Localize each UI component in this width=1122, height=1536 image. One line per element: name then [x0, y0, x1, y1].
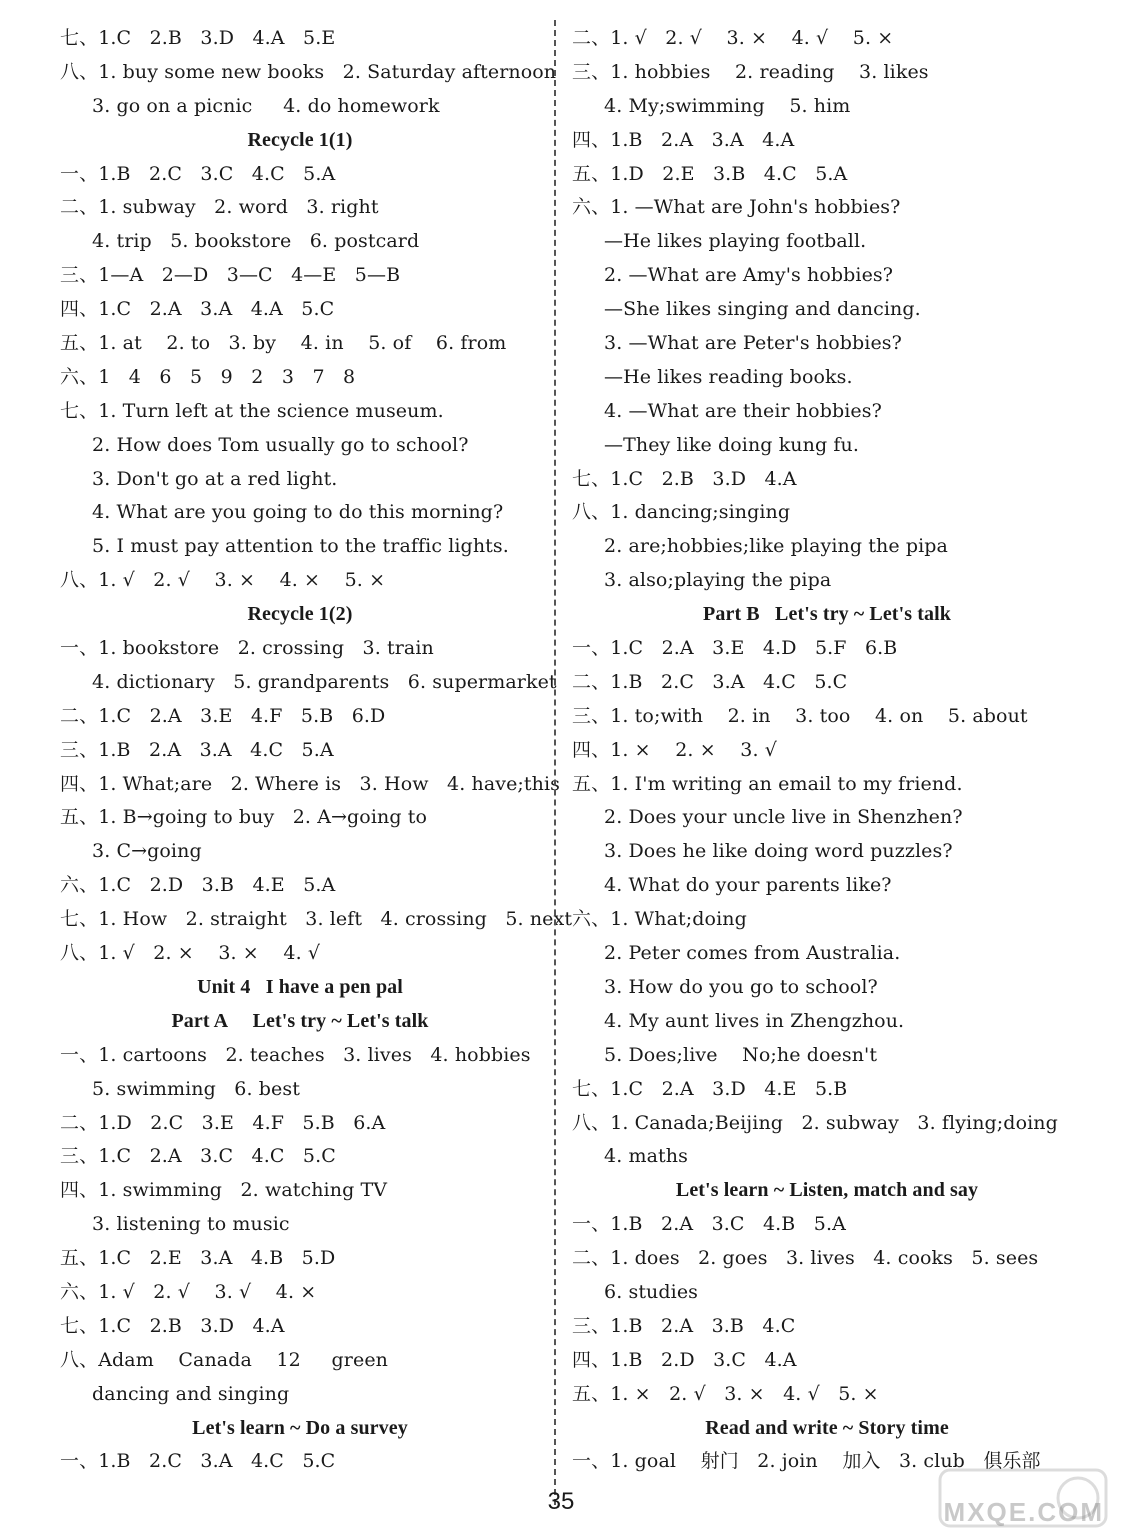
- section-heading: Let's learn ~ Listen, match and say: [675, 1179, 979, 1202]
- answer-line: 八、Adam Canada 12 green: [60, 1348, 389, 1371]
- answer-line: 3. Does he like doing word puzzles?: [604, 840, 953, 863]
- answer-line: 4. dictionary 5. grandparents 6. supermarket: [92, 670, 557, 693]
- answer-line: 一、1.C 2.A 3.E 4.D 5.F 6.B: [572, 637, 898, 660]
- answer-line: —He likes playing football.: [604, 230, 867, 253]
- answer-line: 七、1.C 2.A 3.D 4.E 5.B: [572, 1077, 848, 1100]
- answer-column-right: [572, 22, 1082, 1479]
- section-heading: Part B Let's try ~ Let's talk: [703, 603, 951, 626]
- answer-line: dancing and singing: [92, 1382, 290, 1405]
- answer-line: 四、1.B 2.A 3.A 4.A: [572, 128, 795, 151]
- answer-line: 4. My aunt lives in Zhengzhou.: [604, 1009, 905, 1032]
- answer-line: 2. Does your uncle live in Shenzhen?: [604, 806, 963, 829]
- answer-line: 六、1. What;doing: [572, 908, 747, 931]
- answer-line: 五、1. I'm writing an email to my friend.: [572, 772, 963, 795]
- answer-line: 六、1. √ 2. √ 3. √ 4. ×: [60, 1280, 317, 1303]
- answer-line: 一、1.B 2.A 3.C 4.B 5.A: [572, 1213, 846, 1236]
- answer-line: 八、1. Canada;Beijing 2. subway 3. flying;doing: [572, 1111, 1058, 1134]
- answer-line: 七、1. How 2. straight 3. left 4. crossing 5. next: [60, 908, 573, 931]
- answer-line: 3. —What are Peter's hobbies?: [604, 332, 902, 355]
- answer-line: 6. studies: [604, 1280, 699, 1303]
- answer-line: 八、1. buy some new books 2. Saturday afternoon: [60, 60, 557, 83]
- answer-line: 二、1. does 2. goes 3. lives 4. cooks 5. sees: [572, 1247, 1039, 1270]
- answer-line: 3. How do you go to school?: [604, 975, 878, 998]
- answer-line: 一、1. bookstore 2. crossing 3. train: [60, 637, 434, 660]
- answer-line: 一、1. goal 射门 2. join 加入 3. club 俱乐部: [572, 1450, 1041, 1473]
- answer-line: —He likes reading books.: [604, 365, 853, 388]
- answer-line: 三、1.C 2.A 3.C 4.C 5.C: [60, 1145, 336, 1168]
- answer-line: 七、1. Turn left at the science museum.: [60, 399, 444, 422]
- answer-line: 4. —What are their hobbies?: [604, 399, 882, 422]
- answer-line: 八、1. dancing;singing: [572, 501, 791, 524]
- answer-line: 七、1.C 2.B 3.D 4.A: [572, 467, 797, 490]
- section-heading: Recycle 1(1): [247, 128, 353, 151]
- answer-line: 一、1.B 2.C 3.A 4.C 5.C: [60, 1450, 336, 1473]
- answer-line: 一、1. cartoons 2. teaches 3. lives 4. hobbies: [60, 1043, 531, 1066]
- answer-line: 四、1.C 2.A 3.A 4.A 5.C: [60, 298, 335, 321]
- section-heading: Recycle 1(2): [247, 603, 353, 626]
- answer-column-left: [60, 22, 573, 1479]
- answer-line: 3. C→going: [92, 840, 202, 863]
- answer-line: 六、1.C 2.D 3.B 4.E 5.A: [60, 874, 336, 897]
- section-heading: Part A Let's try ~ Let's talk: [171, 1009, 429, 1032]
- answer-line: 四、1. swimming 2. watching TV: [60, 1179, 388, 1202]
- answer-line: 3. go on a picnic 4. do homework: [92, 94, 440, 117]
- answer-line: 4. maths: [604, 1145, 688, 1168]
- answer-line: 4. My;swimming 5. him: [604, 94, 851, 117]
- answer-line: 5. Does;live No;he doesn't: [604, 1043, 878, 1066]
- answer-line: 3. Don't go at a red light.: [92, 467, 338, 490]
- answer-line: —She likes singing and dancing.: [604, 298, 921, 321]
- answer-line: 4. What are you going to do this morning?: [92, 501, 504, 524]
- answer-line: 五、1. × 2. √ 3. × 4. √ 5. ×: [572, 1382, 879, 1405]
- answer-line: 3. listening to music: [92, 1213, 290, 1236]
- answer-line: 三、1.B 2.A 3.A 4.C 5.A: [60, 738, 334, 761]
- answer-line: 七、1.C 2.B 3.D 4.A: [60, 1314, 285, 1337]
- answer-line: 5. I must pay attention to the traffic lights.: [92, 535, 509, 558]
- answer-line: 二、1.D 2.C 3.E 4.F 5.B 6.A: [60, 1111, 386, 1134]
- answer-line: 四、1. × 2. × 3. √: [572, 738, 777, 761]
- answer-line: 2. Peter comes from Australia.: [604, 942, 901, 965]
- answer-line: 4. What do your parents like?: [604, 874, 892, 897]
- answer-line: 三、1. to;with 2. in 3. too 4. on 5. about: [572, 704, 1028, 727]
- answer-line: 二、1.C 2.A 3.E 4.F 5.B 6.D: [60, 704, 386, 727]
- answer-line: 八、1. √ 2. √ 3. × 4. × 5. ×: [60, 569, 386, 592]
- answer-line: 3. also;playing the pipa: [604, 569, 832, 592]
- answer-line: 2. How does Tom usually go to school?: [92, 433, 469, 456]
- answer-line: 五、1. at 2. to 3. by 4. in 5. of 6. from: [60, 332, 507, 355]
- section-heading: Unit 4 I have a pen pal: [197, 975, 403, 998]
- answer-line: 二、1. √ 2. √ 3. × 4. √ 5. ×: [572, 27, 894, 49]
- answer-line: 2. —What are Amy's hobbies?: [604, 264, 894, 287]
- answer-line: 四、1.B 2.D 3.C 4.A: [572, 1348, 797, 1371]
- answer-line: 五、1.D 2.E 3.B 4.C 5.A: [572, 162, 848, 185]
- answer-line: 五、1.C 2.E 3.A 4.B 5.D: [60, 1247, 336, 1270]
- answer-line: 一、1.B 2.C 3.C 4.C 5.A: [60, 162, 336, 185]
- answer-line: 四、1. What;are 2. Where is 3. How 4. have;this: [60, 772, 561, 795]
- answer-line: 三、1. hobbies 2. reading 3. likes: [572, 60, 929, 83]
- answer-line: 六、1. —What are John's hobbies?: [572, 196, 901, 219]
- answer-line: 4. trip 5. bookstore 6. postcard: [92, 230, 420, 253]
- answer-line: 五、1. B→going to buy 2. A→going to: [60, 806, 428, 829]
- watermark-text: MXQE.COM: [943, 1497, 1104, 1527]
- answer-line: 六、1 4 6 5 9 2 3 7 8: [60, 365, 356, 388]
- answer-line: 八、1. √ 2. × 3. × 4. √: [60, 942, 321, 965]
- answer-line: 5. swimming 6. best: [92, 1077, 300, 1100]
- answer-line: 三、1—A 2—D 3—C 4—E 5—B: [60, 264, 401, 287]
- answer-line: 七、1.C 2.B 3.D 4.A 5.E: [60, 27, 336, 49]
- answer-line: —They like doing kung fu.: [604, 433, 859, 456]
- answer-line: 二、1.B 2.C 3.A 4.C 5.C: [572, 670, 848, 693]
- section-heading: Let's learn ~ Do a survey: [192, 1416, 408, 1439]
- answer-line: 三、1.B 2.A 3.B 4.C: [572, 1314, 796, 1337]
- answer-line: 二、1. subway 2. word 3. right: [60, 196, 379, 219]
- page-number: 35: [547, 1488, 575, 1515]
- column-divider: [554, 20, 556, 1505]
- answer-line: 2. are;hobbies;like playing the pipa: [604, 535, 948, 558]
- section-heading: Read and write ~ Story time: [705, 1416, 949, 1439]
